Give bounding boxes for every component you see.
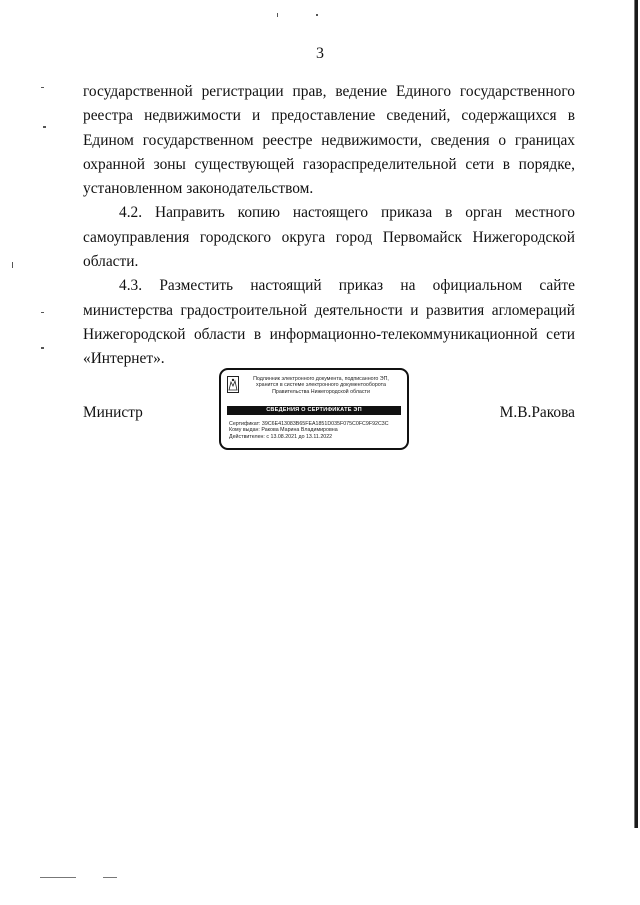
stamp-header bbox=[241, 376, 401, 395]
scan-speck bbox=[41, 347, 44, 349]
scan-speck bbox=[316, 14, 318, 16]
scan-speck bbox=[41, 312, 44, 313]
scan-speck bbox=[41, 87, 44, 88]
paragraph-4-3: 4.3. Разместить настоящий приказ на официальном сайте министерства градостроительной деятельности и развития агломераций Нижегородской области в информационно-телекоммуникационной сети «Интернет». bbox=[83, 277, 575, 368]
scan-edge-shadow bbox=[634, 0, 635, 828]
scan-speck bbox=[12, 262, 13, 268]
coat-of-arms-icon bbox=[227, 376, 239, 393]
scan-speck bbox=[277, 13, 278, 17]
scan-speck bbox=[43, 126, 46, 128]
stamp-fields bbox=[229, 421, 401, 440]
page-number: 3 bbox=[316, 45, 324, 62]
signer-name: М.В.Ракова bbox=[499, 404, 575, 421]
footer-mark bbox=[103, 877, 117, 878]
paragraph-4-2: 4.2. Направить копию настоящего приказа в орган местного самоуправления городского округа город Первомайск Нижегородской области. bbox=[83, 204, 575, 271]
stamp-issued-to: Кому выдан: Ракова Марина Владимировна bbox=[229, 427, 338, 434]
stamp-header-line: хранится в системе электронного документооборота bbox=[256, 382, 386, 389]
stamp-validity: Действителен: с 13.08.2021 до 13.11.2022 bbox=[229, 433, 333, 440]
stamp-title: СВЕДЕНИЯ О СЕРТИФИКАТЕ ЭП bbox=[227, 406, 401, 415]
footer-mark bbox=[40, 877, 76, 878]
document-body bbox=[83, 80, 575, 372]
electronic-signature-stamp bbox=[219, 368, 409, 450]
stamp-header-line: Правительства Нижегородской области bbox=[272, 388, 370, 395]
paragraph-continuation: государственной регистрации прав, ведение Единого государственного реестра недвижимости и предоставление сведений, содержащихся в Едином государственном реестре недвижимости, сведения о границах охранной зоны существующей газораспределительной сети в порядке, установленном законодательством. bbox=[83, 83, 575, 198]
stamp-certificate: Сертификат: 39C6E413083B65FEA1851D035F075C0FC9F92C3C bbox=[229, 421, 389, 427]
scan-edge bbox=[635, 0, 638, 828]
stamp-header-line: Подлинник электронного документа, подписанного ЭП, bbox=[253, 376, 389, 382]
signer-position: Министр bbox=[83, 404, 143, 421]
